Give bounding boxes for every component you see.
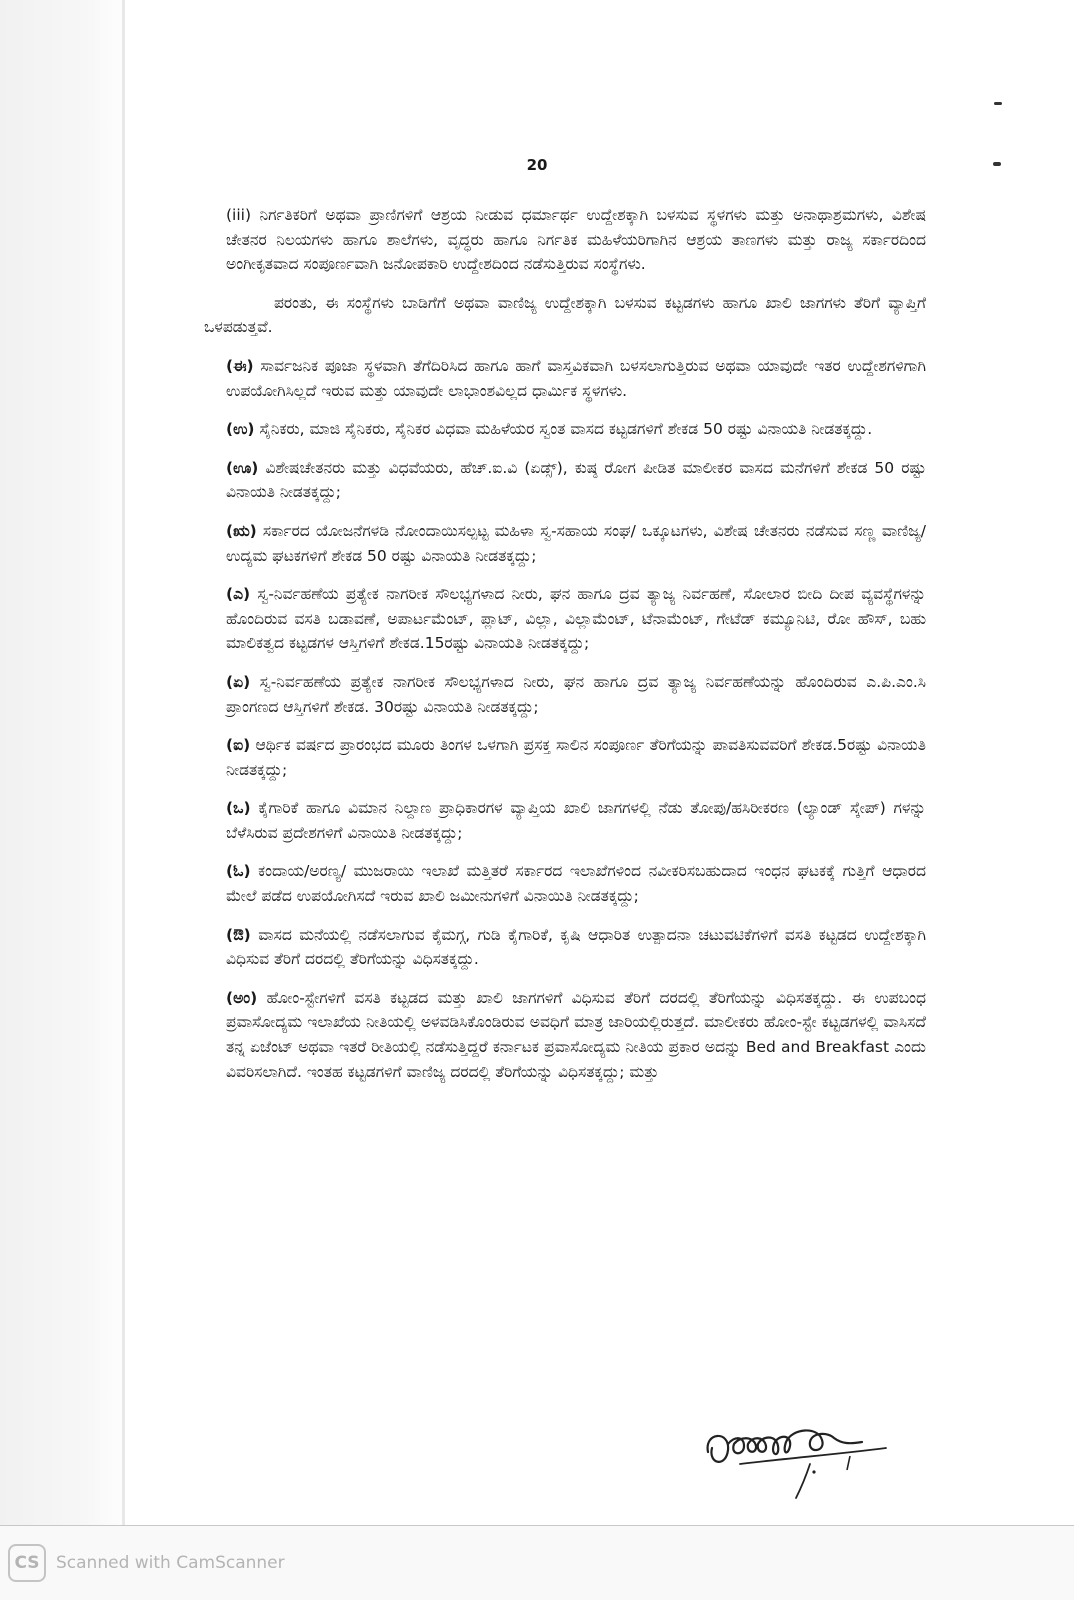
clause-label: (ಒ) — [226, 799, 251, 818]
camscanner-logo-icon: CS — [8, 1544, 46, 1582]
clause-text: ಕಂದಾಯ/ಅರಣ್ಯ/ ಮುಜರಾಯಿ ಇಲಾಖೆ ಮತ್ತಿತರೆ ಸರ್ಕಾರದ ಇಲಾಖೆಗಳಿಂದ ನವೀಕರಿಸಬಹುದಾದ ಇಂಧನ ಘಟಕಕ್ಕೆ ಗುತ್ತಿಗೆ ಆಧಾರದ ಮೇಲೆ ಪಡೆದ ಉಪಯೋಗಿಸದೆ ಇರುವ ಖಾಲಿ ಜಮೀನುಗಳಿಗೆ ವಿನಾಯಿತಿ ನೀಡತಕ್ಕದ್ದು; — [226, 862, 926, 906]
clause-text: ಸಾರ್ವಜನಿಕ ಪೂಜಾ ಸ್ಥಳವಾಗಿ ತೆಗೆದಿರಿಸಿದ ಹಾಗೂ ಹಾಗೆ ವಾಸ್ತವಿಕವಾಗಿ ಬಳಸಲಾಗುತ್ತಿರುವ ಅಥವಾ ಯಾವುದೇ ಇತರ ಉದ್ದೇಶಗಳಿಗಾಗಿ ಉಪಯೋಗಿಸಿಲ್ಲದೆ ಇರುವ ಮತ್ತು ಯಾವುದೇ ಲಾಭಾಂಶವಿಲ್ಲದ ಧಾರ್ಮಿಕ ಸ್ಥಳಗಳು. — [226, 356, 926, 400]
clause-item — [226, 986, 926, 1084]
clause-item — [226, 733, 926, 782]
clause-text: ವಾಸದ ಮನೆಯಲ್ಲಿ ನಡೆಸಲಾಗುವ ಕೈಮಗ್ಗ, ಗುಡಿ ಕೈಗಾರಿಕೆ, ಕೃಷಿ ಆಧಾರಿತ ಉತ್ಪಾದನಾ ಚಟುವಟಿಕೆಗಳಿಗೆ ವಸತಿ ಕಟ್ಟಡದ ಉದ್ದೇಶಕ್ಕಾಗಿ ವಿಧಿಸುವ ತೆರಿಗೆ ದರದಲ್ಲಿ ತೆರಿಗೆಯನ್ನು ವಿಧಿಸತಕ್ಕದ್ದು. — [226, 925, 926, 969]
clause-label: (ಉ) — [226, 420, 255, 439]
clause-item — [226, 519, 926, 568]
clause-text: ಸೈನಿಕರು, ಮಾಜಿ ಸೈನಿಕರು, ಸೈನಿಕರ ವಿಧವಾ ಮಹಿಳೆಯರ ಸ್ವಂತ ವಾಸದ ಕಟ್ಟಡಗಳಿಗೆ ಶೇಕಡ 50 ರಷ್ಟು ವಿನಾಯತಿ ನೀಡತಕ್ಕದ್ದು. — [259, 420, 873, 439]
clause-text: ಆರ್ಥಿಕ ವರ್ಷದ ಪ್ರಾರಂಭದ ಮೂರು ತಿಂಗಳ ಒಳಗಾಗಿ ಪ್ರಸಕ್ತ ಸಾಲಿನ ಸಂಪೂರ್ಣ ತೆರಿಗೆಯನ್ನು ಪಾವತಿಸುವವರಿಗೆ ಶೇಕಡ.5ರಷ್ಟು ವಿನಾಯತಿ ನೀಡತಕ್ಕದ್ದು; — [226, 736, 926, 779]
clause-item — [226, 354, 926, 403]
clause-label: (ಐ) — [226, 736, 251, 755]
clause-text: ಸ್ವ-ನಿರ್ವಹಣೆಯ ಪ್ರತ್ಯೇಕ ನಾಗರೀಕ ಸೌಲಭ್ಯಗಳಾದ ನೀರು, ಘನ ಹಾಗೂ ದ್ರವ ತ್ಯಾಜ್ಯ ನಿರ್ವಹಣೆ, ಸೋಲಾರ ಬೀದಿ ದೀಪ ವ್ಯವಸ್ಥೆಗಳನ್ನು ಹೊಂದಿರುವ ವಸತಿ ಬಡಾವಣೆ, ಅಪಾರ್ಟಮೆಂಟ್, ಪ್ಲಾಟ್, ವಿಲ್ಲಾ, ವಿಲ್ಲಾಮೆಂಟ್, ಟೆನಾಮೆಂಟ್, ಗೇಟೆಡ್ ಕಮ್ಯೂನಿಟಿ, ರೋ ಹೌಸ್, ಬಹು ಮಾಲಿಕತ್ವದ ಕಟ್ಟಡಗಳ ಆಸ್ತಿಗಳಿಗೆ ಶೇಕಡ.15ರಷ್ಟು ವಿನಾಯತಿ ನೀಡತಕ್ಕದ್ದು; — [226, 585, 926, 653]
camscanner-watermark-text: Scanned with CamScanner — [56, 1553, 285, 1573]
clause-item — [226, 417, 926, 442]
clause-iii — [226, 203, 926, 277]
document-body — [204, 203, 926, 1098]
page-number: 20 — [526, 156, 548, 174]
clause-text: ಸರ್ಕಾರದ ಯೋಜನೆಗಳಡಿ ನೋಂದಾಯಿಸಲ್ಪಟ್ಟ ಮಹಿಳಾ ಸ್ವ-ಸಹಾಯ ಸಂಘ/ ಒಕ್ಕೂಟಗಳು, ವಿಶೇಷ ಚೇತನರು ನಡೆಸುವ ಸಣ್ಣ ವಾಣಿಜ್ಯ/ ಉದ್ಯಮ ಘಟಕಗಳಿಗೆ ಶೇಕಡ 50 ರಷ್ಟು ವಿನಾಯತಿ ನೀಡತಕ್ಕದ್ದು; — [226, 521, 926, 565]
clause-item — [226, 670, 926, 719]
page-edge — [122, 0, 125, 1600]
clause-label: (ಓ) — [226, 862, 251, 881]
scanner-footer — [0, 1525, 1074, 1600]
clause-item — [226, 796, 926, 845]
clause-text: ಸ್ವ-ನಿರ್ವಹಣೆಯ ಪ್ರತ್ಯೇಕ ನಾಗರೀಕ ಸೌಲಭ್ಯಗಳಾದ ನೀರು, ಘನ ಹಾಗೂ ದ್ರವ ತ್ಯಾಜ್ಯ ನಿರ್ವಹಣೆಯನ್ನು ಹೊಂದಿರುವ ಎ.ಪಿ.ಎಂ.ಸಿ ಪ್ರಾಂಗಣದ ಆಸ್ತಿಗಳಿಗೆ ಶೇಕಡ. 30ರಷ್ಟು ವಿನಾಯತಿ ನೀಡತಕ್ಕದ್ದು; — [226, 672, 926, 716]
scan-speck — [994, 102, 1002, 105]
clause-item — [226, 582, 926, 656]
clause-label: (ಏ) — [226, 672, 251, 691]
signature — [700, 1412, 900, 1502]
clause-label: (ಎ) — [226, 585, 251, 604]
clause-list — [226, 354, 926, 1084]
clause-item — [226, 923, 926, 972]
proviso-paragraph: ಪರಂತು, ಈ ಸಂಸ್ಥೆಗಳು ಬಾಡಿಗೆಗೆ ಅಥವಾ ವಾಣಿಜ್ಯ ಉದ್ದೇಶಕ್ಕಾಗಿ ಬಳಸುವ ಕಟ್ಟಡಗಳು ಹಾಗೂ ಖಾಲಿ ಜಾಗಗಳು ತೆರಿಗೆ ವ್ಯಾಪ್ತಿಗೆ ಒಳಪಡುತ್ತವೆ. — [204, 293, 926, 337]
page-left-shadow — [0, 0, 122, 1600]
clause-text: ಕೈಗಾರಿಕೆ ಹಾಗೂ ವಿಮಾನ ನಿಲ್ದಾಣ ಪ್ರಾಧಿಕಾರಗಳ ವ್ಯಾಪ್ತಿಯ ಖಾಲಿ ಜಾಗಗಳಲ್ಲಿ ನೆಡು ತೋಪು/ಹಸಿರೀಕರಣ (ಲ್ಯಾಂಡ್ ಸ್ಕೇಪ್) ಗಳನ್ನು ಬೆಳೆಸಿರುವ ಪ್ರದೇಶಗಳಿಗೆ ವಿನಾಯಿತಿ ನೀಡತಕ್ಕದ್ದು; — [226, 799, 926, 842]
clause-text: ಹೋಂ-ಸ್ಟೇಗಳಿಗೆ ವಸತಿ ಕಟ್ಟಡದ ಮತ್ತು ಖಾಲಿ ಜಾಗಗಳಿಗೆ ವಿಧಿಸುವ ತೆರಿಗೆ ದರದಲ್ಲಿ ತೆರಿಗೆಯನ್ನು ವಿಧಿಸತಕ್ಕದ್ದು. ಈ ಉಪಬಂಧ ಪ್ರವಾಸೋದ್ಯಮ ಇಲಾಖೆಯ ನೀತಿಯಲ್ಲಿ ಅಳವಡಿಸಿಕೊಂಡಿರುವ ಅವಧಿಗೆ ಮಾತ್ರ ಜಾರಿಯಲ್ಲಿರುತ್ತದೆ. ಮಾಲೀಕರು ಹೋಂ-ಸ್ಟೇ ಕಟ್ಟಡಗಳಲ್ಲಿ ವಾಸಿಸದೆ ತನ್ನ ಏಜೆಂಟ್ ಅಥವಾ ಇತರೆ ರೀತಿಯಲ್ಲಿ ನಡೆಸುತ್ತಿದ್ದರೆ ಕರ್ನಾಟಕ ಪ್ರವಾಸೋದ್ಯಮ ನೀತಿಯ ಪ್ರಕಾರ ಅದನ್ನು Bed and Breakfast ಎಂದು ವಿವರಿಸಲಾಗಿದೆ. ಇಂತಹ ಕಟ್ಟಡಗಳಿಗೆ ವಾಣಿಜ್ಯ ದರದಲ್ಲಿ ತೆರಿಗೆಯನ್ನು ವಿಧಿಸತಕ್ಕದ್ದು; ಮತ್ತು — [226, 988, 926, 1081]
clause-label: (ಊ) — [226, 458, 259, 477]
clause-text: ನಿರ್ಗತಿಕರಿಗೆ ಅಥವಾ ಪ್ರಾಣಿಗಳಿಗೆ ಆಶ್ರಯ ನೀಡುವ ಧರ್ಮಾರ್ಥ ಉದ್ದೇಶಕ್ಕಾಗಿ ಬಳಸುವ ಸ್ಥಳಗಳು ಮತ್ತು ಅನಾಥಾಶ್ರಮಗಳು, ವಿಶೇಷ ಚೇತನರ ನಿಲಯಗಳು ಹಾಗೂ ಶಾಲೆಗಳು, ವೃದ್ಧರು ಹಾಗೂ ನಿರ್ಗತಿಕ ಮಹಿಳೆಯರಿಗಾಗಿನ ಆಶ್ರಯ ತಾಣಗಳು ಮತ್ತು ರಾಜ್ಯ ಸರ್ಕಾರದಿಂದ ಅಂಗೀಕೃತವಾದ ಸಂಪೂರ್ಣವಾಗಿ ಜನೋಪಕಾರಿ ಉದ್ದೇಶದಿಂದ ನಡೆಸುತ್ತಿರುವ ಸಂಸ್ಥೆಗಳು. — [226, 206, 926, 274]
clause-label: (iii) — [226, 206, 252, 224]
clause-item — [226, 456, 926, 505]
clause-label: (ಅಂ) — [226, 988, 258, 1007]
clause-label: (ಈ) — [226, 356, 254, 375]
clause-item — [226, 859, 926, 908]
clause-label: (ಋ) — [226, 521, 257, 540]
clause-label: (ಔ) — [226, 925, 251, 944]
clause-text: ವಿಶೇಷಚೇತನರು ಮತ್ತು ವಿಧವೆಯರು, ಹೆಚ್.ಐ.ವಿ (ಏಡ್ಸ್), ಕುಷ್ಠ ರೋಗ ಪೀಡಿತ ಮಾಲೀಕರ ವಾಸದ ಮನೆಗಳಿಗೆ ಶೇಕಡ 50 ರಷ್ಟು ವಿನಾಯತಿ ನೀಡತಕ್ಕದ್ದು; — [226, 458, 926, 502]
